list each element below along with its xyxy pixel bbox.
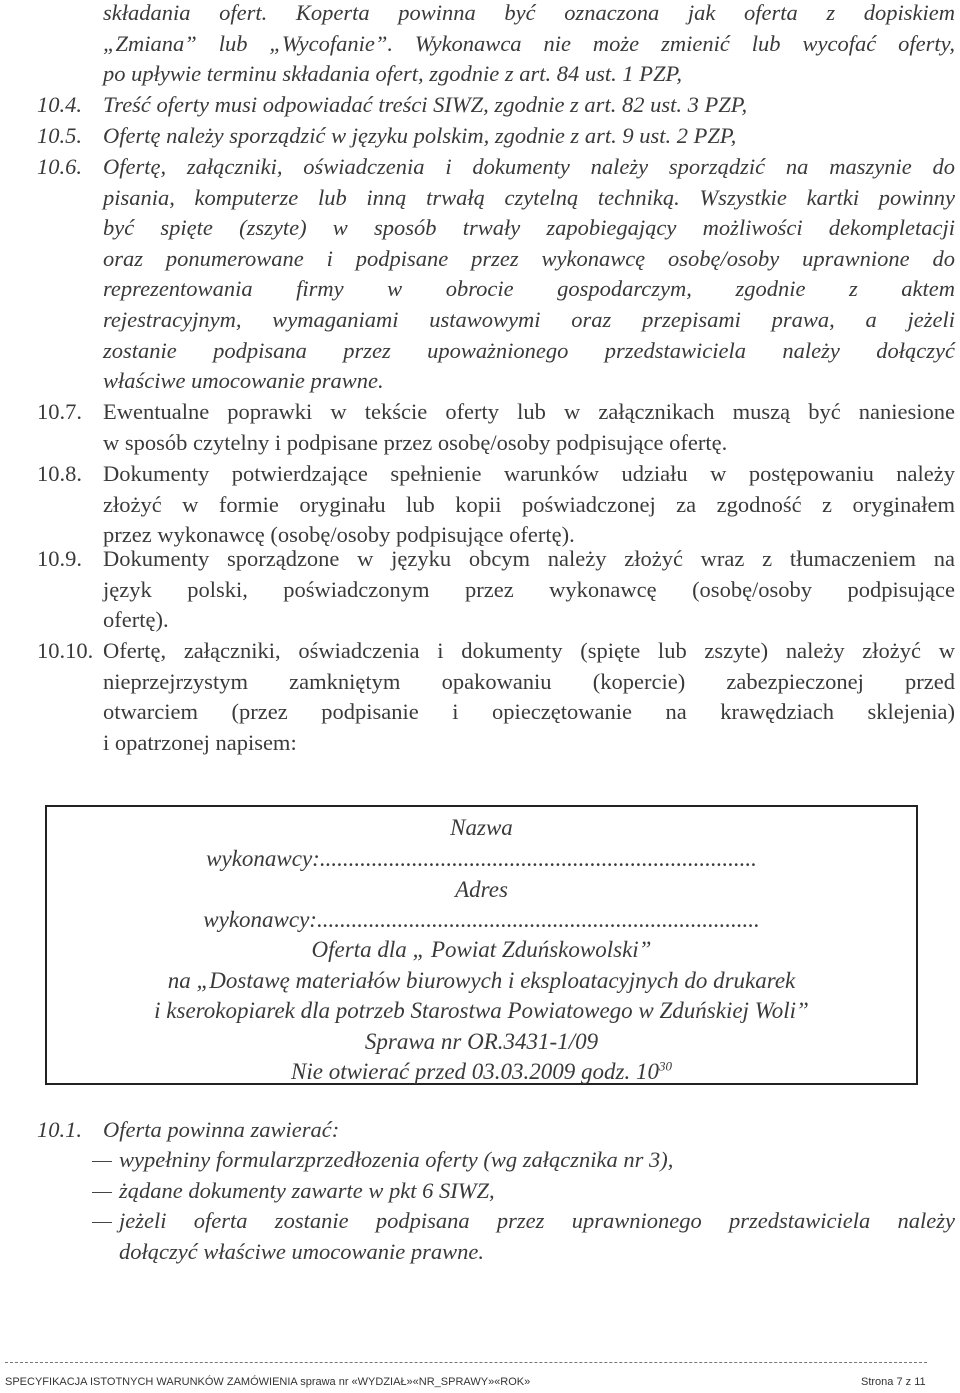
item-10-6-text [103, 152, 955, 397]
envelope-offer-for: Oferta dla „ Powiat Zduńskowolski” [311, 937, 652, 962]
text-line: oraz ponumerowane i podpisane przez wykonawcę osobę/osoby uprawnione do [103, 245, 955, 271]
envelope-do-not-open: Nie otwierać przed 03.03.2009 godz. $10^{30}$ [291, 1058, 672, 1084]
item-number-10-4: 10.4. [37, 92, 82, 117]
text-line: nieprzejrzystym zamkniętym opakowaniu (kopercie) zabezpieczonej przed [103, 668, 955, 694]
envelope-contractor-address-label: Adres [455, 877, 508, 902]
envelope-contractor-address-dots: wykonawcy:............................................................................. [203, 907, 760, 932]
text-line: być spięte (zszyte) w sposób trwały zapobiegający możliwości dekompletacji [103, 215, 955, 241]
text-line: zostanie podpisana przez upoważnionego przedstawiciela należy dołączyć [103, 337, 955, 363]
item-10-4-text: Treść oferty musi odpowiadać treści SIWZ, zgodnie z art. 82 ust. 3 PZP, [103, 92, 748, 117]
text-line: właściwe umocowanie prawne. [103, 368, 384, 394]
footer-page-number: Strona 7 z 11 [861, 1376, 926, 1388]
text-line: i opatrzonej napisem: [103, 729, 297, 755]
item-number-10-7: 10.7. [37, 399, 82, 424]
contents-bullet-1: wypełniny formularzprzedłozenia oferty (wg załącznika nr 3), [119, 1147, 674, 1172]
text-line: składania ofert. Koperta powinna być oznaczona jak oferta z dopiskiem [103, 0, 955, 25]
text-line: „Zmiana” lub „Wycofanie”. Wykonawca nie może zmienić lub wycofać oferty, [103, 30, 955, 56]
item-number-10-1: 10.1. [37, 1117, 82, 1142]
text-line: po upływie terminu składania ofert, zgodnie z art. 84 ust. 1 PZP, [103, 61, 682, 87]
envelope-subject-line-1: na „Dostawę materiałów biurowych i eksploatacyjnych do drukarek [167, 968, 796, 993]
footer-document-title: SPECYFIKACJA ISTOTNYCH WARUNKÓW ZAMÓWIENIA sprawa nr «WYDZIAŁ»«NR_SPRAWY»«ROK» [5, 1376, 531, 1388]
text-line: Ewentualne poprawki w tekście oferty lub w załącznikach muszą być naniesione [103, 399, 955, 424]
text-line: pisania, komputerze lub inną trwałą czytelną techniką. Wszystkie kartki powinny [103, 184, 956, 210]
bullet-dash [92, 1161, 112, 1162]
item-number-10-8: 10.8. [37, 461, 82, 486]
footer-divider [5, 1362, 927, 1363]
envelope-case-number: Sprawa nr OR.3431-1/09 [364, 1029, 599, 1054]
item-number-10-9: 10.9. [37, 546, 82, 571]
bullet-dash [92, 1222, 112, 1223]
text-line: język polski, poświadczonym przez wykonawcę (osobę/osoby podpisujące [103, 576, 955, 602]
contents-title: Oferta powinna zawierać: [103, 1117, 340, 1142]
envelope-subject-line-2: i kserokopiarek dla potrzeb Starostwa Powiatowego w Zduńskiej Woli” [154, 998, 809, 1023]
text-line: w sposób czytelny i podpisane przez osobę/osoby podpisujące ofertę. [103, 429, 728, 455]
envelope-label-box [45, 805, 918, 1085]
contents-bullet-2: żądane dokumenty zawarte w pkt 6 SIWZ, [119, 1178, 495, 1203]
item-10-7-text [103, 397, 955, 458]
item-number-10-5: 10.5. [37, 123, 82, 148]
item-10-8-text [103, 459, 955, 551]
section-10-intro [103, 0, 955, 90]
text-line: złożyć w formie oryginału lub kopii poświadczonej za zgodność z oryginałem [103, 491, 955, 517]
text-line: otwarciem (przez podpisanie i opieczętowanie na krawędziach sklejenia) [103, 699, 955, 725]
text-line: Ofertę, załączniki, oświadczenia i dokumenty należy sporządzić na maszynie do [103, 154, 955, 179]
text-line: Dokumenty potwierdzające spełnienie warunków udziału w postępowaniu należy [103, 461, 955, 486]
text-line: ofertę). [103, 607, 169, 633]
envelope-contractor-name-label: Nazwa [450, 815, 513, 840]
bullet-dash [92, 1192, 112, 1193]
item-10-5-text: Ofertę należy sporządzić w języku polskim, zgodnie z art. 9 ust. 2 PZP, [103, 123, 737, 148]
text-line: Dokumenty sporządzone w języku obcym należy złożyć wraz z tłumaczeniem na [103, 546, 955, 571]
item-number-10-10: 10.10. [37, 638, 94, 663]
envelope-contractor-name-dots: wykonawcy:............................................................................ [206, 846, 757, 871]
item-10-9-text [103, 544, 955, 636]
text-line: reprezentowania firmy w obrocie gospodarczym, zgodnie z aktem [103, 276, 955, 302]
contents-bullet-3: jeżeli oferta zostanie podpisana przez uprawnionego przedstawiciela należy dołączyć właściwe umocowanie prawne. [119, 1208, 955, 1264]
item-number-10-6: 10.6. [37, 154, 82, 179]
text-line: Ofertę, załączniki, oświadczenia i dokumenty (spięte lub zszyte) należy złożyć w [103, 638, 955, 663]
text-line: przez wykonawcę (osobę/osoby podpisujące ofertę). [103, 522, 575, 548]
text-line: rejestracyjnym, wymaganiami ustawowymi oraz przepisami prawa, a jeżeli [103, 306, 955, 332]
item-10-10-text [103, 636, 955, 758]
